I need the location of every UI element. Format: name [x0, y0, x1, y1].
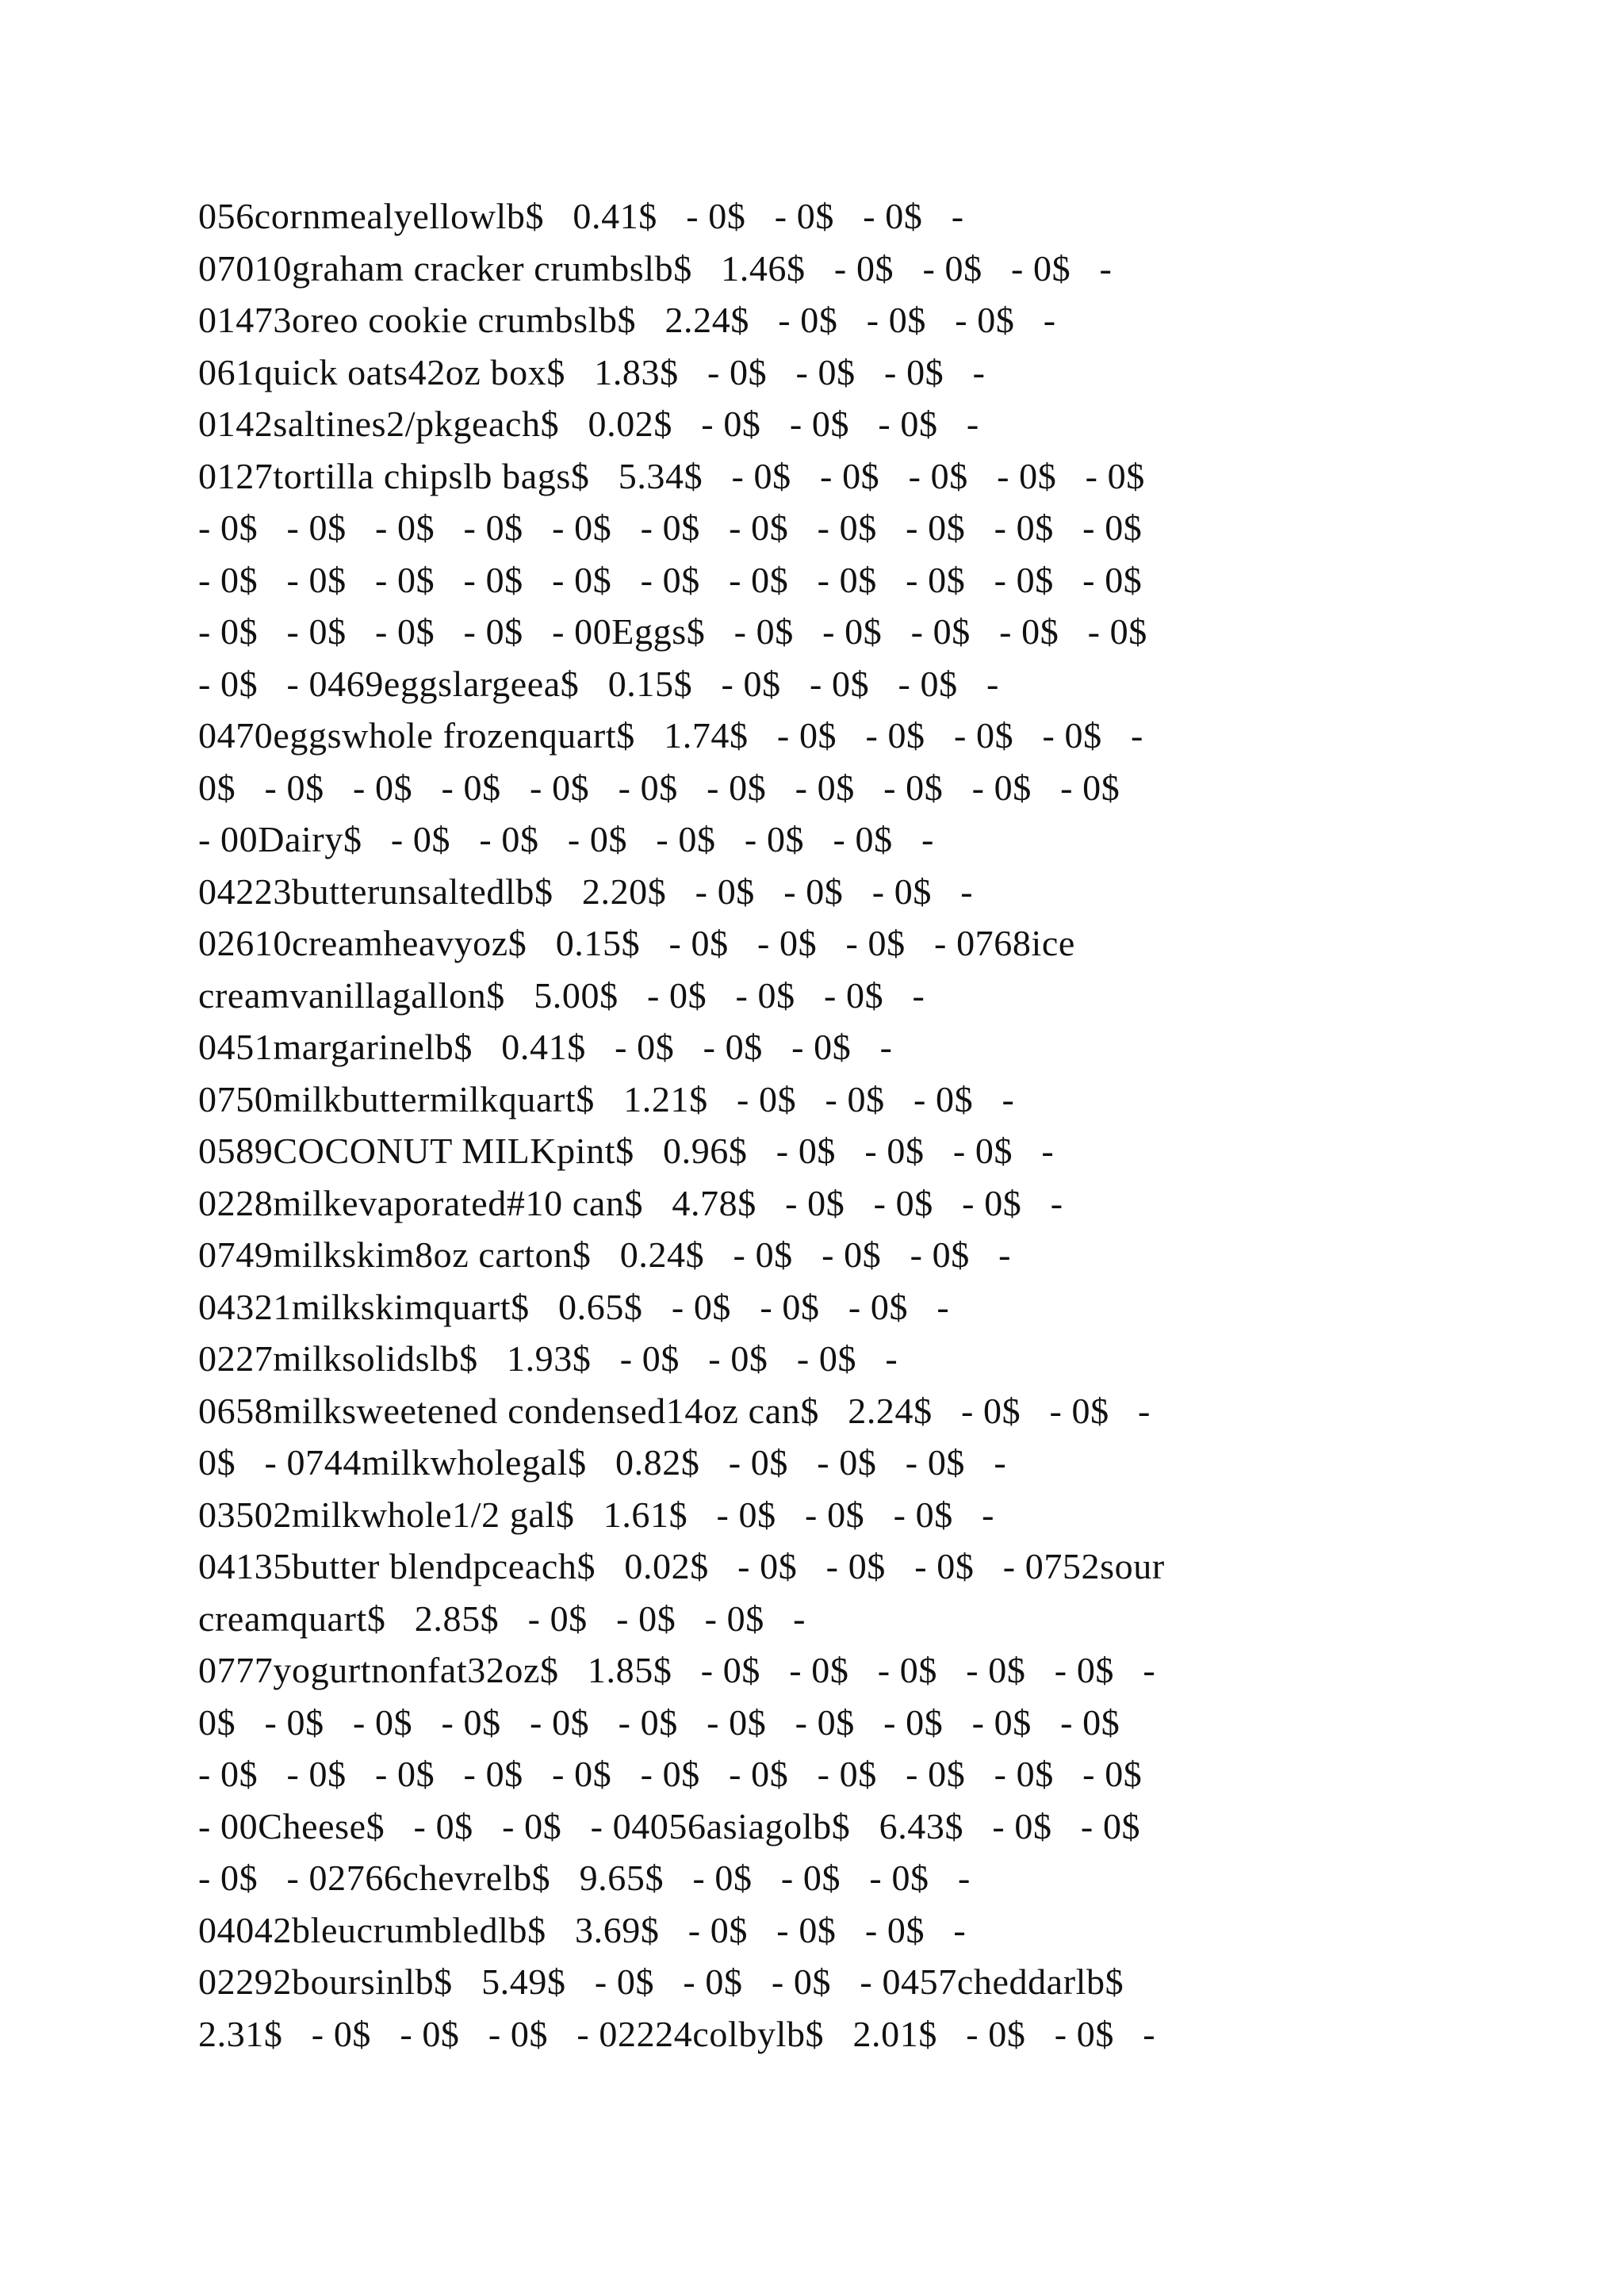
text-line: - 0$ - 0$ - 0$ - 0$ - 00Eggs$ - 0$ - 0$ - 0$ - 0$ - 0$	[198, 611, 1147, 652]
text-line: 0589COCONUT MILKpint$ 0.96$ - 0$ - 0$ - 0$ -	[198, 1131, 1055, 1171]
text-line: 04321milkskimquart$ 0.65$ - 0$ - 0$ - 0$ -	[198, 1286, 950, 1327]
text-line: 04135butter blendpceach$ 0.02$ - 0$ - 0$ - 0$ - 0752sour	[198, 1546, 1165, 1586]
text-line: 02292boursinlb$ 5.49$ - 0$ - 0$ - 0$ - 0457cheddarlb$	[198, 1961, 1124, 2002]
text-line: 2.31$ - 0$ - 0$ - 0$ - 02224colbylb$ 2.01$ - 0$ - 0$ -	[198, 2013, 1156, 2054]
text-line: 0451margarinelb$ 0.41$ - 0$ - 0$ - 0$ -	[198, 1027, 893, 1067]
text-line: creamquart$ 2.85$ - 0$ - 0$ - 0$ -	[198, 1598, 806, 1639]
text-line: 07010graham cracker crumbslb$ 1.46$ - 0$ - 0$ - 0$ -	[198, 247, 1113, 289]
text-line: 0750milkbuttermilkquart$ 1.21$ - 0$ - 0$ - 0$ -	[198, 1078, 1015, 1119]
text-line: - 0$ - 0$ - 0$ - 0$ - 0$ - 0$ - 0$ - 0$ - 0$ - 0$ - 0$	[198, 559, 1143, 600]
text-line: - 0$ - 0469eggslargeea$ 0.15$ - 0$ - 0$ - 0$ -	[198, 663, 999, 704]
text-line: - 0$ - 0$ - 0$ - 0$ - 0$ - 0$ - 0$ - 0$ - 0$ - 0$ - 0$	[198, 1754, 1143, 1794]
text-line: 0227milksolidslb$ 1.93$ - 0$ - 0$ - 0$ -	[198, 1338, 898, 1379]
text-line: 061quick oats42oz box$ 1.83$ - 0$ - 0$ - 0$ -	[198, 351, 986, 392]
text-line: 0470eggswhole frozenquart$ 1.74$ - 0$ - 0$ - 0$ - 0$ -	[198, 715, 1143, 756]
text-line: 0658milksweetened condensed14oz can$ 2.24$ - 0$ - 0$ -	[198, 1390, 1151, 1431]
text-line: 056cornmealyellowlb$ 0.41$ - 0$ - 0$ - 0$ -	[198, 196, 964, 236]
text-line: 03502milkwhole1/2 gal$ 1.61$ - 0$ - 0$ - 0$ -	[198, 1494, 995, 1535]
text-line: 0127tortilla chipslb bags$ 5.34$ - 0$ - 0$ - 0$ - 0$ - 0$	[198, 455, 1145, 496]
text-line: - 00Dairy$ - 0$ - 0$ - 0$ - 0$ - 0$ - 0$ -	[198, 819, 934, 859]
text-line: 0$ - 0$ - 0$ - 0$ - 0$ - 0$ - 0$ - 0$ - 0$ - 0$ - 0$	[198, 767, 1120, 808]
text-line: 01473oreo cookie crumbslb$ 2.24$ - 0$ - 0$ - 0$ -	[198, 300, 1056, 340]
text-line: 04042bleucrumbledlb$ 3.69$ - 0$ - 0$ - 0$ -	[198, 1909, 967, 1950]
text-line: 0228milkevaporated#10 can$ 4.78$ - 0$ - 0$ - 0$ -	[198, 1182, 1063, 1223]
text-line: creamvanillagallon$ 5.00$ - 0$ - 0$ - 0$ -	[198, 974, 925, 1016]
text-line: - 0$ - 0$ - 0$ - 0$ - 0$ - 0$ - 0$ - 0$ - 0$ - 0$ - 0$	[198, 507, 1143, 548]
text-line: 02610creamheavyoz$ 0.15$ - 0$ - 0$ - 0$ - 0768ice	[198, 923, 1075, 963]
text-line: - 0$ - 02766chevrelb$ 9.65$ - 0$ - 0$ - 0$ -	[198, 1858, 971, 1898]
document-text-block	[198, 190, 1507, 2060]
text-line: 0$ - 0$ - 0$ - 0$ - 0$ - 0$ - 0$ - 0$ - 0$ - 0$ - 0$	[198, 1701, 1120, 1743]
text-line: 0$ - 0744milkwholegal$ 0.82$ - 0$ - 0$ - 0$ -	[198, 1442, 1007, 1483]
text-line: 0777yogurtnonfat32oz$ 1.85$ - 0$ - 0$ - 0$ - 0$ - 0$ -	[198, 1650, 1156, 1690]
text-line: 0142saltines2/pkgeach$ 0.02$ - 0$ - 0$ - 0$ -	[198, 404, 979, 444]
text-line: 04223butterunsaltedlb$ 2.20$ - 0$ - 0$ - 0$ -	[198, 871, 974, 912]
text-line: 0749milkskim8oz carton$ 0.24$ - 0$ - 0$ - 0$ -	[198, 1234, 1012, 1275]
text-line: - 00Cheese$ - 0$ - 0$ - 04056asiagolb$ 6.43$ - 0$ - 0$	[198, 1805, 1141, 1846]
